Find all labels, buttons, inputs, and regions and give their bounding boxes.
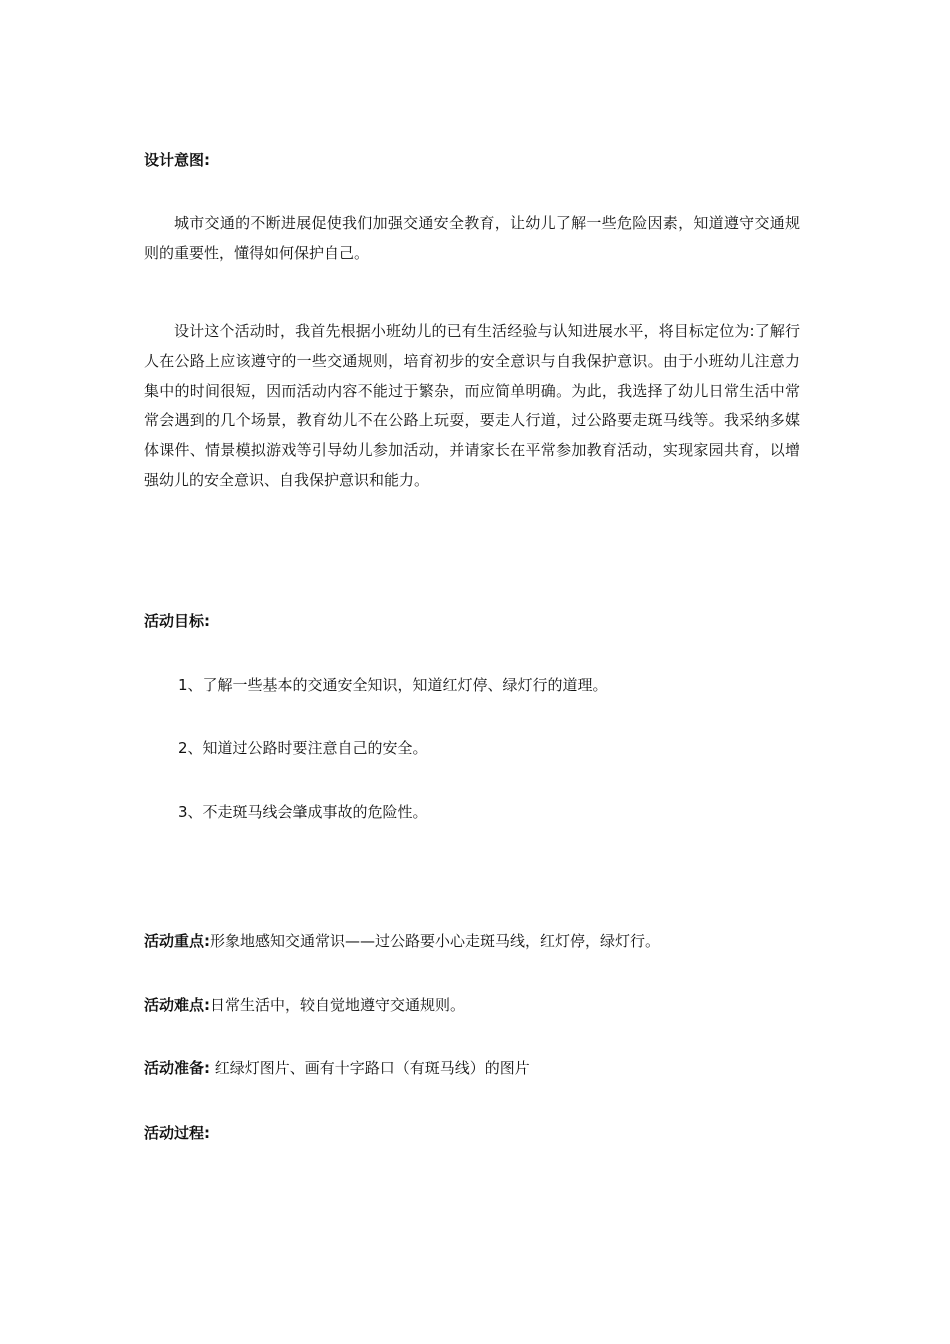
difficulty-label: 活动难点:	[144, 996, 210, 1014]
process-heading: 活动过程:	[144, 1124, 210, 1142]
goal-item-3: 3、不走斑马线会肇成事故的危险性。	[178, 803, 428, 821]
design-intent-heading: 设计意图:	[144, 151, 210, 169]
design-intent-paragraph-2: 设计这个活动时，我首先根据小班幼儿的已有生活经验与认知进展水平，将目标定位为:了解行人在公路上应该遵守的一些交通规则，培育初步的安全意识与自我保护意识。由于小班幼儿注意力集中的时间很短，因而活动内容不能过于繁杂，而应简单明确。为此，我选择了幼儿日常生活中常常会遇到的几个场景，教育幼儿不在公路上玩耍，要走人行道，过公路要走斑马线等。我采纳多媒体课件、情景模拟游戏等引导幼儿参加活动，并请家长在平常参加教育活动，实现家园共育，以增强幼儿的安全意识、自我保护意识和能力。	[144, 322, 800, 489]
goal-item-1: 1、了解一些基本的交通安全知识，知道红灯停、绿灯行的道理。	[178, 676, 608, 694]
goal-item-2: 2、知道过公路时要注意自己的安全。	[178, 739, 428, 757]
key-point-value: 形象地感知交通常识——过公路要小心走斑马线，红灯停，绿灯行。	[210, 932, 661, 950]
preparation-row	[144, 1058, 530, 1078]
key-point-label: 活动重点:	[144, 932, 210, 950]
difficulty-value: 日常生活中，较自觉地遵守交通规则。	[210, 996, 466, 1014]
difficulty-row	[144, 995, 465, 1015]
preparation-label: 活动准备:	[144, 1059, 210, 1077]
design-intent-paragraph-1: 城市交通的不断进展促使我们加强交通安全教育，让幼儿了解一些危险因素，知道遵守交通规则的重要性，懂得如何保护自己。	[144, 214, 800, 262]
goals-heading: 活动目标:	[144, 612, 210, 630]
key-point-row	[144, 931, 660, 951]
document-page	[144, 0, 804, 1344]
preparation-value: 红绿灯图片、画有十字路口（有斑马线）的图片	[210, 1059, 530, 1077]
